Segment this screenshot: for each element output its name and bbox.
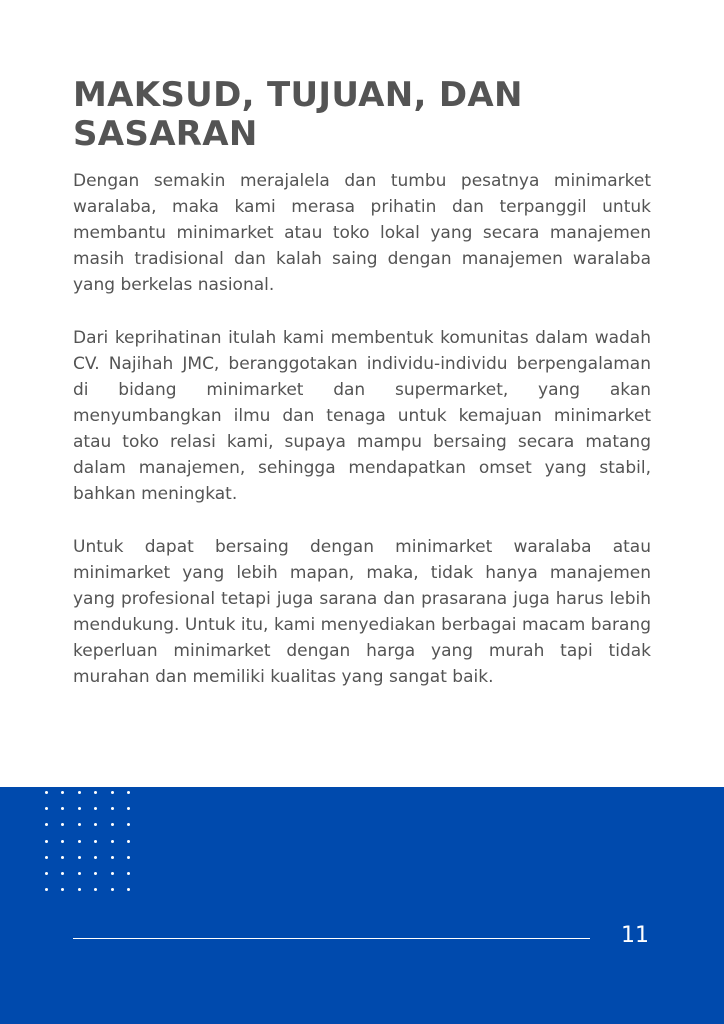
paragraph-2: Dari keprihatinan itulah kami membentuk komunitas dalam wadah CV. Najihah JMC, beranggotakan individu-individu berpengalaman di bidang minimarket dan supermarket, yang akan menyumbangkan ilmu dan tenaga untuk kemajuan minimarket atau toko relasi kami, supaya mampu bersaing secara matang dalam manajemen, sehingga mendapatkan omset yang stabil, bahkan meningkat.	[73, 328, 651, 504]
decoration-dot	[127, 840, 130, 843]
decoration-dot	[61, 872, 64, 875]
decoration-dot	[127, 872, 130, 875]
decoration-dot	[61, 807, 64, 810]
page-number: 11	[621, 923, 649, 948]
decoration-dot	[111, 872, 114, 875]
decoration-dot	[45, 872, 48, 875]
decoration-dot	[111, 856, 114, 859]
decoration-dot	[94, 856, 97, 859]
decoration-dot	[45, 840, 48, 843]
decoration-dot	[111, 791, 114, 794]
decoration-dot	[61, 791, 64, 794]
decoration-dot	[111, 840, 114, 843]
decoration-dot	[61, 840, 64, 843]
decoration-dot	[45, 823, 48, 826]
decoration-dot	[94, 807, 97, 810]
decoration-dot	[61, 856, 64, 859]
decoration-dot	[45, 888, 48, 891]
decoration-dot	[45, 856, 48, 859]
decoration-dot	[127, 823, 130, 826]
decoration-dot	[45, 791, 48, 794]
decoration-dot	[111, 823, 114, 826]
decoration-dot	[78, 791, 81, 794]
decoration-dot	[127, 856, 130, 859]
decoration-dot	[94, 840, 97, 843]
decoration-dot	[94, 823, 97, 826]
decoration-dot	[78, 888, 81, 891]
footer-band	[0, 787, 724, 1024]
decoration-dot	[94, 791, 97, 794]
footer-divider	[73, 938, 590, 939]
decoration-dot	[78, 807, 81, 810]
decoration-dot	[127, 888, 130, 891]
decoration-dot	[111, 807, 114, 810]
paragraph-3: Untuk dapat bersaing dengan minimarket waralaba atau minimarket yang lebih mapan, maka, tidak hanya manajemen yang profesional tetapi juga sarana dan prasarana juga harus lebih mendukung. Untuk itu, kami menyediakan berbagai macam barang keperluan minimarket dengan harga yang murah tapi tidak murahan dan memiliki kualitas yang sangat baik.	[73, 537, 651, 687]
decoration-dot	[127, 807, 130, 810]
page-title-line-2: SASARAN	[73, 114, 258, 154]
decoration-dot	[78, 840, 81, 843]
decoration-dot	[127, 791, 130, 794]
page-title-line-1: MAKSUD, TUJUAN, DAN	[73, 75, 523, 115]
decoration-dot	[94, 872, 97, 875]
decoration-dot	[78, 856, 81, 859]
page-title	[73, 76, 633, 154]
decoration-dot	[61, 888, 64, 891]
paragraph-1: Dengan semakin merajalela dan tumbu pesatnya minimarket waralaba, maka kami merasa prihatin dan terpanggil untuk membantu minimarket atau toko lokal yang secara manajemen masih tradisional dan kalah saing dengan manajemen waralaba yang berkelas nasional.	[73, 171, 651, 295]
decoration-dot	[111, 888, 114, 891]
decoration-dot	[61, 823, 64, 826]
decoration-dot	[78, 823, 81, 826]
decoration-dot	[94, 888, 97, 891]
body-text	[73, 168, 651, 717]
dot-pattern-decoration	[45, 791, 130, 891]
decoration-dot	[45, 807, 48, 810]
decoration-dot	[78, 872, 81, 875]
